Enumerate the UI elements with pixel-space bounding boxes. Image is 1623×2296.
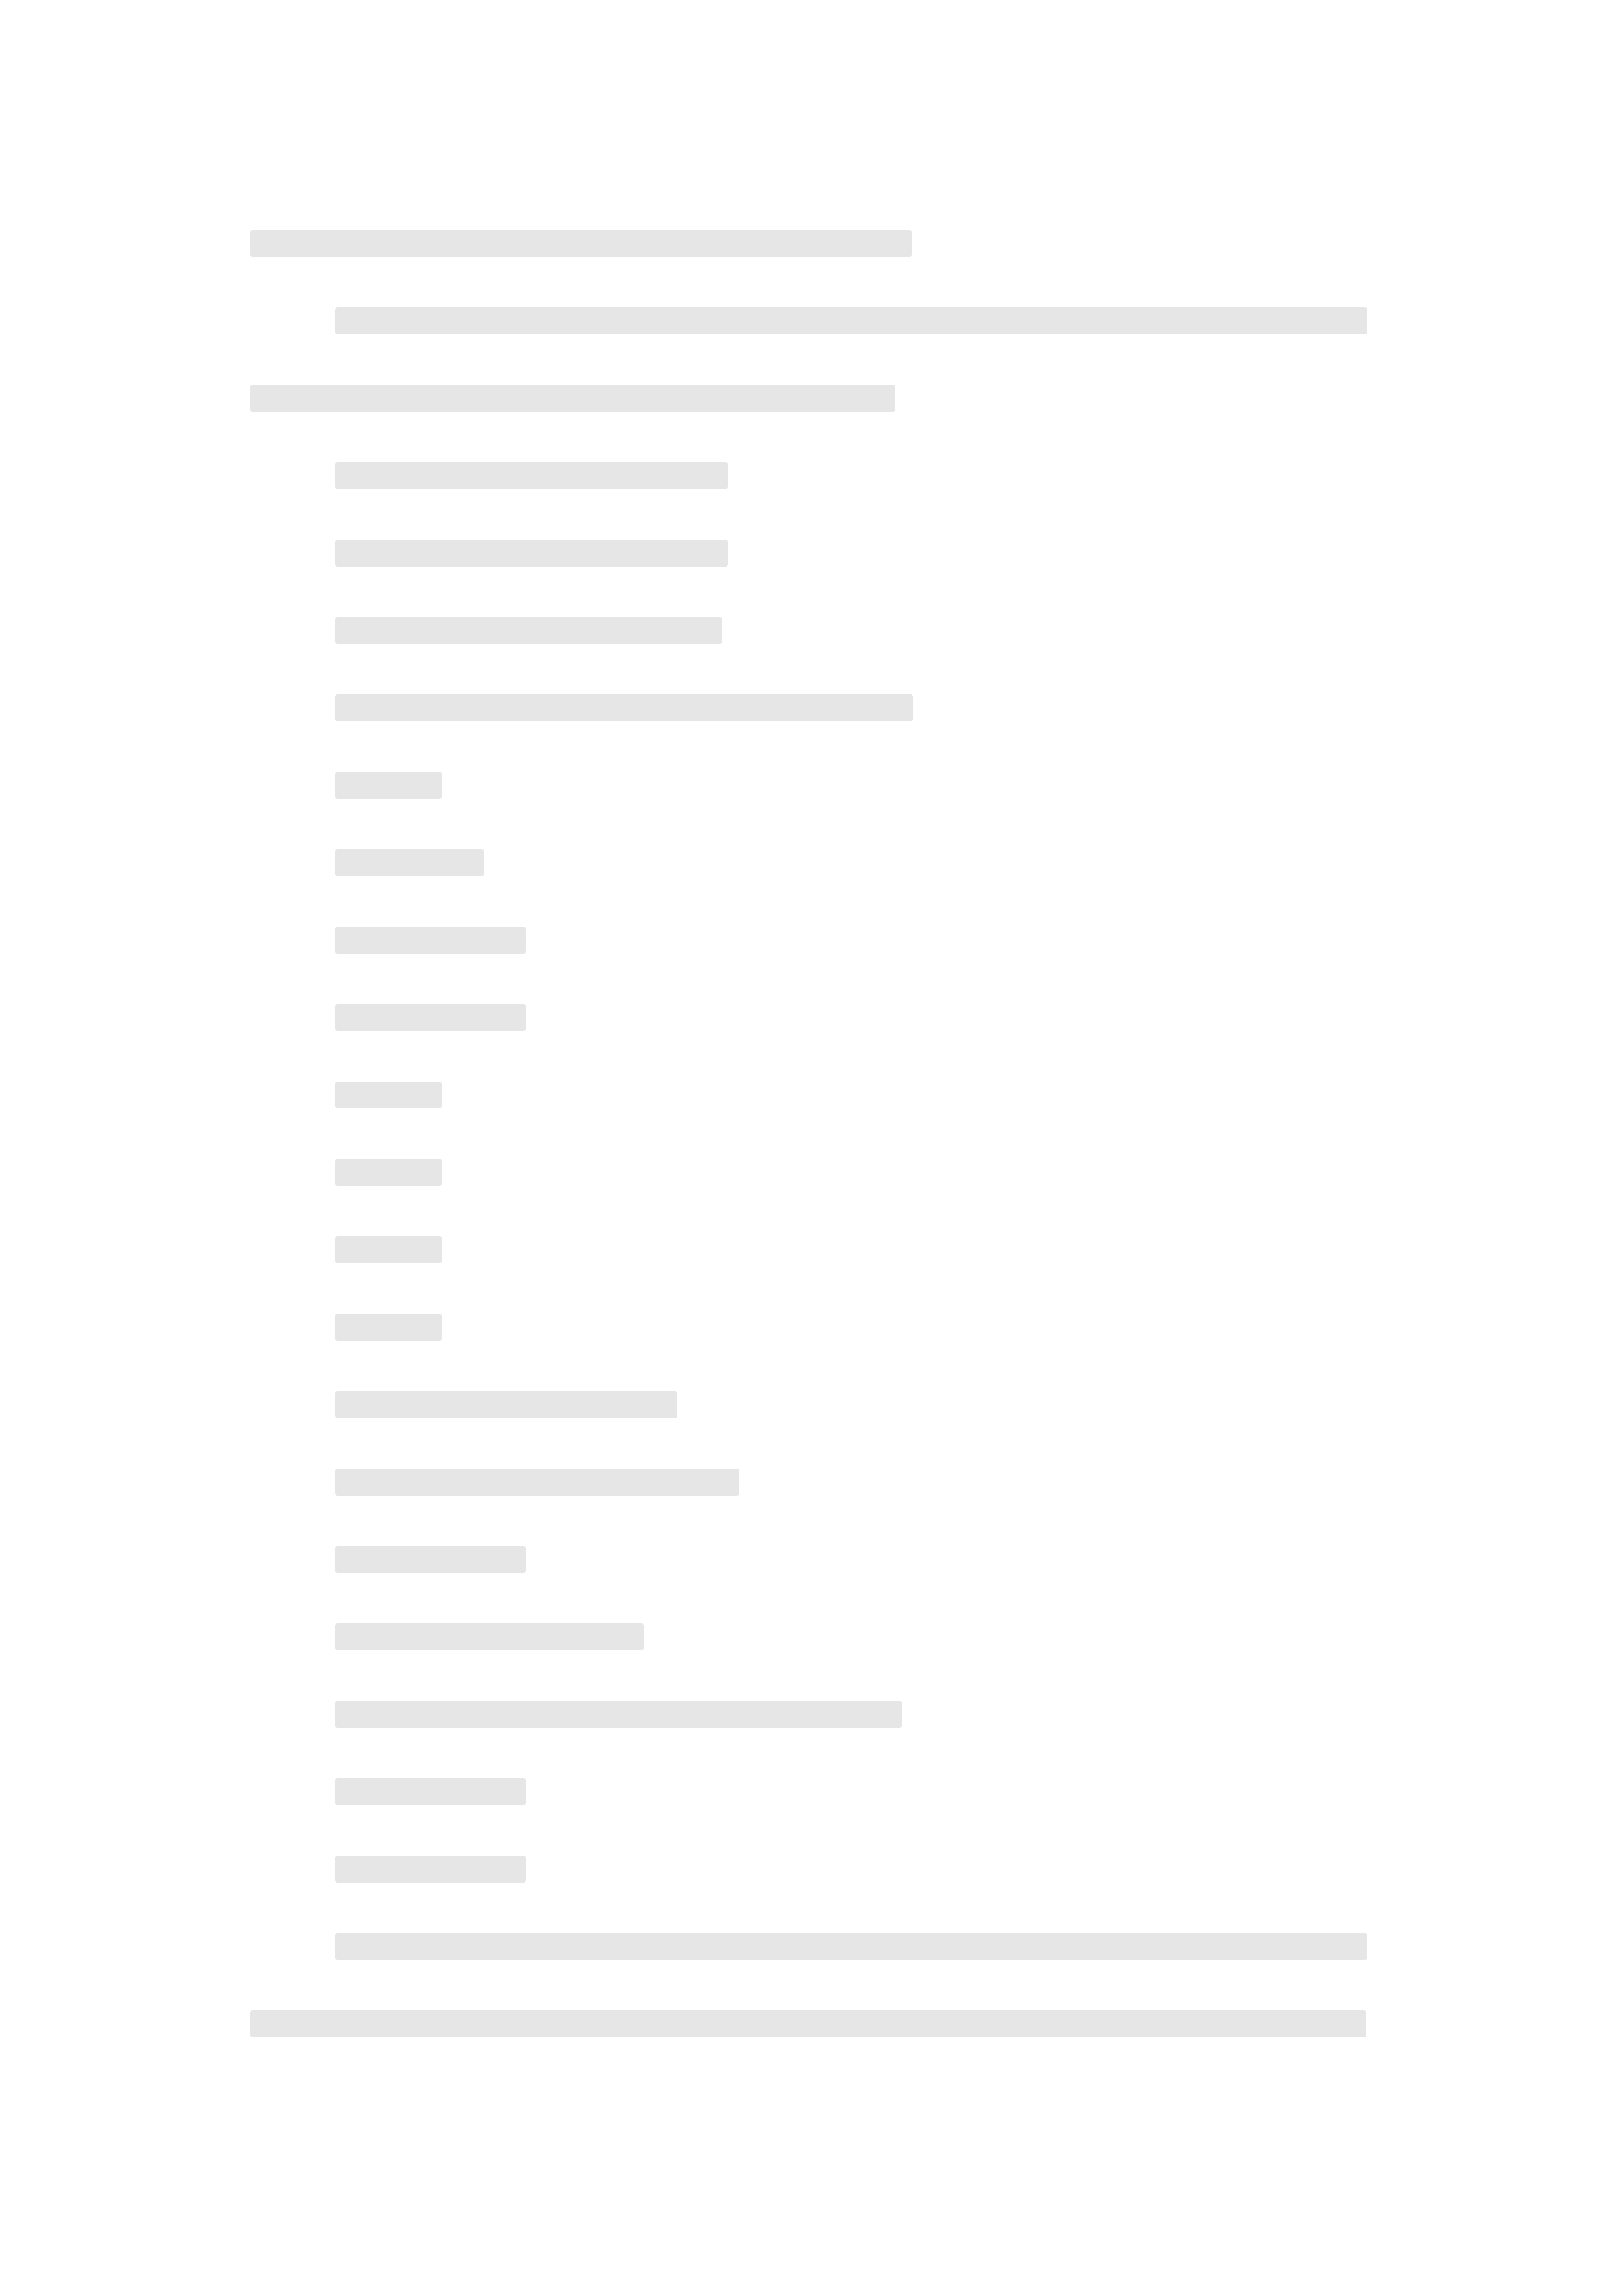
paragraph-line <box>250 1286 1372 1363</box>
paragraph-line <box>250 1828 1372 1905</box>
text-placeholder <box>335 617 722 644</box>
paragraph-line <box>250 589 1372 666</box>
text-placeholder <box>335 307 1367 334</box>
paragraph-line <box>250 976 1372 1053</box>
paragraph-line <box>250 512 1372 589</box>
text-placeholder <box>335 849 484 876</box>
paragraph-line <box>250 1905 1372 1982</box>
paragraph-line <box>250 666 1372 744</box>
text-placeholder <box>335 1004 526 1031</box>
text-placeholder <box>335 694 913 721</box>
text-placeholder <box>335 1082 442 1108</box>
text-placeholder <box>335 540 728 567</box>
paragraph-line <box>250 434 1372 512</box>
text-placeholder <box>335 1314 442 1341</box>
paragraph-line <box>250 899 1372 976</box>
text-placeholder <box>335 1546 526 1573</box>
paragraph-line <box>250 1595 1372 1673</box>
paragraph-line <box>250 1673 1372 1750</box>
text-placeholder <box>335 1469 739 1496</box>
document-text-block <box>250 202 1372 2060</box>
paragraph-line <box>250 821 1372 899</box>
text-placeholder <box>250 2010 1366 2037</box>
text-placeholder <box>250 385 895 412</box>
text-placeholder <box>335 1159 442 1186</box>
text-placeholder <box>335 772 442 799</box>
text-placeholder <box>335 1701 902 1728</box>
text-placeholder <box>335 1778 526 1805</box>
text-placeholder <box>335 1236 442 1263</box>
paragraph-line <box>250 1441 1372 1518</box>
paragraph-line <box>250 744 1372 821</box>
paragraph-line <box>250 1363 1372 1441</box>
paragraph-line <box>250 1982 1372 2060</box>
paragraph-line <box>250 202 1372 279</box>
paragraph-line <box>250 1131 1372 1208</box>
text-placeholder <box>250 230 912 257</box>
paragraph-line <box>250 1518 1372 1595</box>
text-placeholder <box>335 462 728 489</box>
text-placeholder <box>335 927 526 954</box>
text-placeholder <box>335 1933 1367 1960</box>
paragraph-line <box>250 357 1372 434</box>
paragraph-line <box>250 1750 1372 1828</box>
text-placeholder <box>335 1391 677 1418</box>
paragraph-line <box>250 279 1372 357</box>
paragraph-line <box>250 1208 1372 1286</box>
paragraph-line <box>250 1053 1372 1131</box>
text-placeholder <box>335 1623 644 1650</box>
text-placeholder <box>335 1856 526 1883</box>
